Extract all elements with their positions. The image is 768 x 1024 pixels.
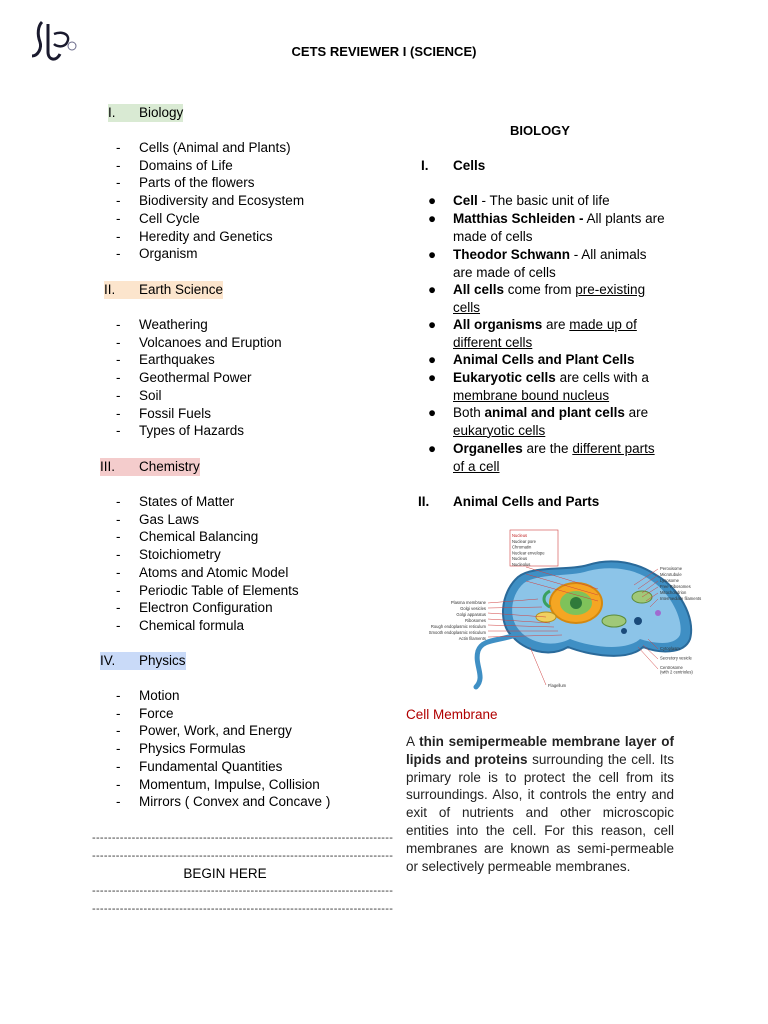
cell-membrane-paragraph: A thin semipermeable membrane layer of lipids and proteins surrounding the cell. Its primary role is to protect the cell from its surroundings. Also, it controls the entry and exit of nutrients and other microscopic entities into the cell. For this reason, cell membranes are known as semi-permeable or selectively permeable membranes. — [406, 734, 674, 874]
outline-item-label: Types of Hazards — [139, 423, 245, 439]
diagram-label: Plasma membrane — [450, 600, 486, 605]
begin-here-label: BEGIN HERE — [183, 866, 267, 881]
diagram-label: Centrosome — [660, 665, 683, 670]
diagram-label: (with 2 centrioles) — [660, 669, 693, 675]
diagram-label: Ribosomes — [465, 618, 486, 623]
diagram-label: Mitochondrion — [660, 590, 687, 595]
divider-line: ---------------------------------------------------------------------------- — [92, 885, 394, 897]
outline-item-label: Parts of the flowers — [139, 175, 255, 191]
outline-item-dash: - — [116, 564, 121, 580]
outline-item-label: Soil — [139, 387, 162, 403]
diagram-label: Chromatin — [512, 544, 532, 550]
outline-section-number: I. — [108, 105, 116, 120]
outline-item-label: Domains of Life — [139, 157, 233, 173]
outline-item-label: Force — [139, 705, 174, 721]
diagram-label: Nucleus — [512, 556, 528, 562]
outline-section-number: III. — [100, 459, 116, 474]
diagram-label: Golgi apparatus — [456, 612, 486, 617]
divider-line: ---------------------------------------------------------------------------- — [92, 850, 394, 862]
outline-section-heading — [100, 458, 200, 476]
diagram-label: Microtubule — [660, 572, 682, 577]
outline-item-dash: - — [116, 741, 121, 757]
outline-item-label: Momentum, Impulse, Collision — [139, 776, 320, 792]
outline-item-label: Power, Work, and Energy — [139, 723, 292, 739]
outline-item-dash: - — [116, 511, 121, 527]
biology-title: BIOLOGY — [510, 123, 570, 138]
outline-item-dash: - — [116, 776, 121, 792]
outline-item-dash: - — [116, 794, 121, 810]
outline-item-label: Fossil Fuels — [139, 405, 212, 421]
outline-item-label: Physics Formulas — [139, 741, 246, 757]
outline-item-label: Volcanoes and Eruption — [139, 334, 282, 350]
outline-item-dash: - — [116, 494, 121, 509]
outline-item-dash: - — [116, 547, 121, 563]
outline-item-label: Motion — [139, 688, 180, 703]
outline-item-dash: - — [116, 317, 121, 332]
outline-item-dash: - — [116, 758, 121, 774]
outline-item-label: Organism — [139, 246, 198, 262]
cell-membrane-heading: Cell Membrane — [406, 707, 498, 722]
outline-item-dash: - — [116, 157, 121, 173]
outline-item-dash: - — [116, 193, 121, 209]
outline-item-dash: - — [116, 405, 121, 421]
outline-item-label: Fundamental Quantities — [139, 758, 283, 774]
outline-item-dash: - — [116, 228, 121, 244]
outline-section-title: Earth Science — [139, 282, 224, 297]
diagram-label: Nuclear pore — [512, 538, 536, 544]
outline-item-dash: - — [116, 334, 121, 350]
outline-section-heading — [108, 104, 183, 122]
outline-item-label: Earthquakes — [139, 352, 215, 368]
diagram-label: Golgi vesicles — [460, 606, 486, 611]
outline-item-label: Biodiversity and Ecosystem — [139, 193, 305, 209]
outline-item-dash: - — [116, 387, 121, 403]
outline-item-label: Atoms and Atomic Model — [139, 564, 289, 580]
divider-line: ---------------------------------------------------------------------------- — [92, 903, 394, 915]
outline-item-dash: - — [116, 688, 121, 703]
diagram-label: Flagellum — [548, 683, 567, 688]
diagram-label: Nucleolus — [512, 562, 531, 567]
diagram-label: Smooth endoplasmic reticulum — [428, 630, 486, 635]
diagram-label: Secretory vesicle — [660, 655, 692, 661]
outline-item-dash: - — [116, 582, 121, 598]
outline-item-label: Stoichiometry — [139, 547, 221, 563]
outline-item-label: Chemical formula — [139, 617, 245, 633]
divider-line: ---------------------------------------------------------------------------- — [92, 832, 394, 844]
outline-item-label: Weathering — [139, 317, 208, 332]
outline-item-label: Cells (Animal and Plants) — [139, 140, 291, 155]
outline-item-dash: - — [116, 723, 121, 739]
diagram-label: Intermediate filaments — [660, 596, 702, 601]
outline-item-dash: - — [116, 529, 121, 545]
outline-item-label: Cell Cycle — [139, 210, 200, 226]
outline-section-heading — [104, 281, 223, 299]
outline-section-number: IV. — [100, 653, 116, 668]
outline-item-dash: - — [116, 175, 121, 191]
diagram-label: Actin filaments — [458, 636, 486, 641]
cell-body — [476, 561, 691, 687]
outline-section-title: Physics — [139, 653, 186, 668]
outline-item-dash: - — [116, 352, 121, 368]
outline-item-label: Periodic Table of Elements — [139, 582, 299, 598]
diagram-label: Lysosome — [660, 578, 679, 583]
diagram-label: Rough endoplasmic reticulum — [430, 624, 486, 629]
diagram-label: Free Ribosomes — [660, 584, 691, 589]
diagram-label: Nucleus — [512, 533, 528, 538]
outline-item-label: Geothermal Power — [139, 370, 252, 386]
outline-item-label: Heredity and Genetics — [139, 228, 273, 244]
outline-item-dash: - — [116, 617, 121, 633]
outline-item-dash: - — [116, 705, 121, 721]
outline-item-dash: - — [116, 210, 121, 226]
outline-item-label: States of Matter — [139, 494, 235, 509]
outline-section-heading — [100, 652, 186, 670]
outline-item-dash: - — [116, 246, 121, 262]
outline-item-label: Mirrors ( Convex and Concave ) — [139, 794, 331, 810]
outline-item-dash: - — [116, 423, 121, 439]
logo-text: JB — [28, 16, 30, 17]
outline-item-label: Gas Laws — [139, 511, 200, 527]
outline-item-dash: - — [116, 370, 121, 386]
document-title: CETS REVIEWER I (SCIENCE) — [291, 44, 477, 59]
outline-item-dash: - — [116, 140, 121, 155]
outline-section-number: II. — [104, 282, 116, 297]
diagram-label: Nuclear envelope — [512, 550, 545, 556]
outline-item-label: Chemical Balancing — [139, 529, 259, 545]
outline-item-dash: - — [116, 600, 121, 616]
diagram-label: Cytoplasm — [660, 646, 680, 651]
nucleus — [550, 583, 602, 623]
outline-section-title: Chemistry — [139, 459, 200, 474]
outline-section-title: Biology — [139, 105, 184, 120]
animal-cell-diagram — [428, 527, 710, 695]
diagram-label: Peroxisome — [660, 566, 683, 571]
outline-item-label: Electron Configuration — [139, 600, 273, 616]
